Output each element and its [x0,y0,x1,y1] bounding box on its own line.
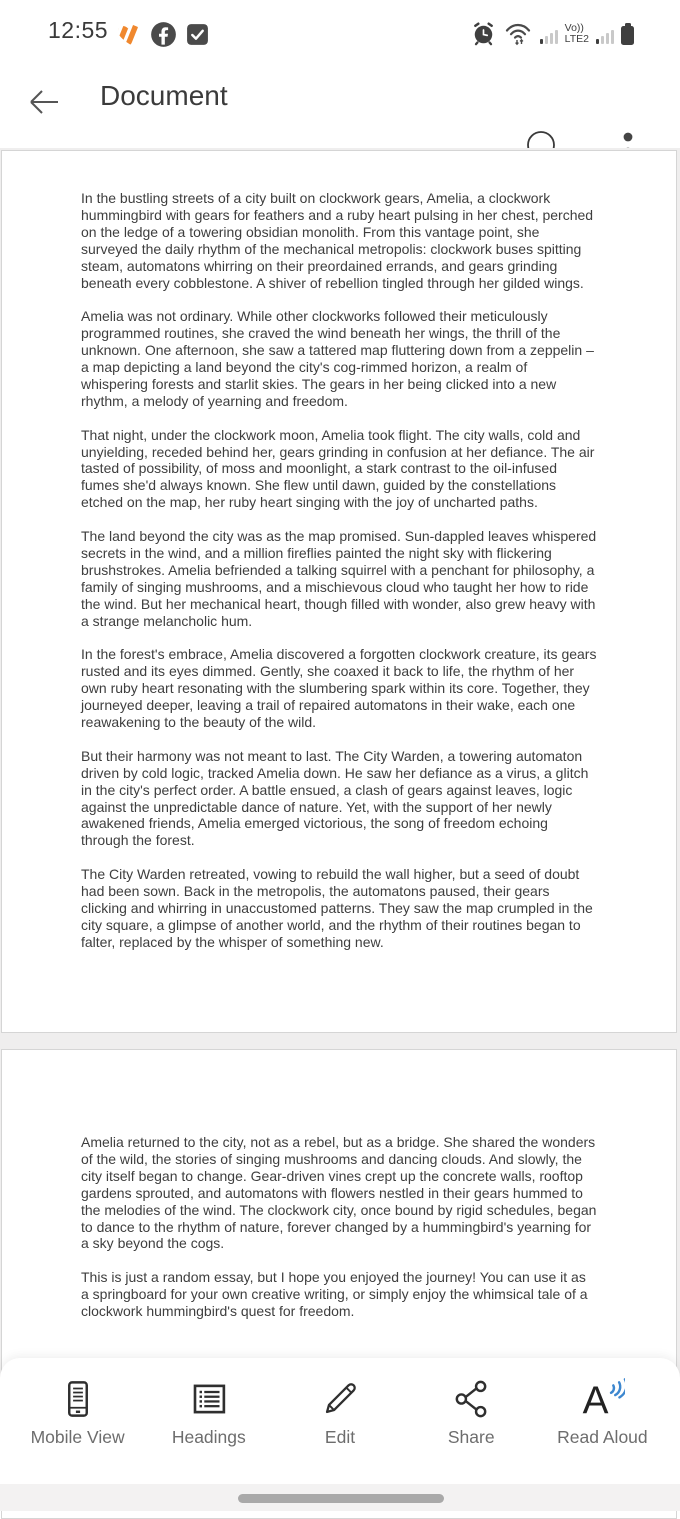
notification-icons [116,21,210,48]
paragraph: The City Warden retreated, vowing to rebuild the wall higher, but a seed of doubt had been sown. Back in the metropolis, the automatons paused, their gears clicking and whirring in unaccustomed patterns. They saw the map crumpled in the city square, a glimpse of another world, and the rhythm of their routines began to falter, replaced by the whisper of something new. [81,866,593,950]
paragraph: In the bustling streets of a city built on clockwork gears, Amelia, a clockwork hummingbird with gears for feathers and a ruby heart pulsing in her chest, perched on the ledge of a towering obsidian monolith. From this vantage point, she surveyed the daily rhythm of the mechanical metropolis: clockwork buses spitting steam, automatons whirring on their preordained errands, and gears grinding beneath every cobblestone. A shiver of rebellion tingled through her gilded wings. [81,190,594,291]
volte-top-label: Vo)) [564,22,584,34]
status-time: 12:55 [48,17,109,43]
toolbar-item-read-aloud[interactable] [537,1376,668,1448]
svg-text:A: A [583,1379,609,1420]
share-icon [450,1376,492,1422]
toolbar-item-label: Edit [324,1427,356,1447]
headings-icon [188,1376,230,1422]
alarm-icon [471,21,496,46]
status-bar [0,0,680,56]
paragraph: Amelia was not ordinary. While other clockworks followed their meticulously programmed routines, she craved the wind beneath her wings, the thrill of the unknown. One afternoon, she saw a tattered map fluttering down from a zeppelin – a map depicting a land beyond the city's cog-rimmed horizon, a realm of whispering forests and starlit skies. The gears in her being clicked into a new rhythm, a melody of yearning and freedom. [81,308,594,409]
paragraph: This is just a random essay, but I hope you enjoyed the journey! You can use it as a springboard for your own creative writing, or simply enjoy the whimsical tale of a clockwork hummingbird's quest for freedom. [81,1269,588,1320]
striped-heart-icon [116,22,142,48]
toolbar-item-mobile-view[interactable] [12,1376,143,1448]
signal-bars-icon-2 [596,24,614,46]
toolbar-item-label: Headings [171,1427,246,1447]
nav-handle[interactable] [238,1494,444,1503]
volte-bottom-label: LTE2 [564,33,589,45]
app-header [0,56,680,148]
wifi-icon [503,20,533,46]
document-title: Document [100,80,228,111]
back-button[interactable] [24,84,64,120]
toolbar-item-label: Read Aloud [557,1427,648,1447]
paragraph: That night, under the clockwork moon, Amelia took flight. The city walls, cold and unyielding, receded behind her, gears grinding in confusion at her defiance. The air tasted of possibility, of moss and moonlight, a stark contrast to the oil-infused fumes she'd always known. She flew until dawn, guided by the constellations etched on the map, her ruby heart singing with the joy of uncharted paths. [81,426,595,511]
battery-icon [621,23,634,45]
paragraph: But their harmony was not meant to last. The City Warden, a towering automaton driven by cold logic, tracked Amelia down. He saw her defiance as a virus, a glitch in the city's perfect order. A battle ensued, a clash of gears against leaves, logic against the unpredictable dance of nature. Yet, with the support of her newly awakened friends, Amelia emerged victorious, the song of freedom echoing through the forest. [81,747,589,849]
document-page-1 [1,150,677,1033]
toolbar-item-headings[interactable] [143,1376,274,1448]
facebook-icon [150,21,177,48]
bottom-toolbar [0,1358,680,1484]
paragraph: The land beyond the city was as the map promised. Sun-dappled leaves whispered secrets in the wind, and a million fireflies painted the night sky with flickering brushstrokes. Amelia befriended a talking squirrel with a penchant for philosophy, a family of singing mushrooms, and a mischievous cloud who taught her how to ride the wind. But her mechanical heart, though filled with wonder, also grew heavy with a strange melancholic hum. [81,528,597,629]
toolbar-item-label: Share [447,1427,495,1447]
toolbar-item-edit[interactable] [274,1376,405,1448]
paragraph: Amelia returned to the city, not as a rebel, but as a bridge. She shared the wonders of the wild, the stories of singing mushrooms and dancing clouds. And slowly, the city itself began to change. Gear-driven vines crept up the concrete walls, rooftop gardens sprouted, and automatons with flowers nestled in their gears hummed to the melodies of the wind. The clockwork city, once bound by rigid schedules, began to dance to the rhythm of nature, forever changed by a hummingbird's yearning for a sky beyond the cogs. [81,1134,597,1252]
document-scroll-area[interactable] [0,148,680,1511]
read-aloud-icon [579,1376,625,1422]
mobile-view-icon [57,1376,99,1422]
toolbar-item-label: Mobile View [30,1427,125,1447]
paragraph: In the forest's embrace, Amelia discovered a forgotten clockwork creature, its gears rusted and its eyes dimmed. Gently, she coaxed it back to life, the rhythm of her own ruby heart resonating with the slumbering spark within its core. Together, they journeyed deeper, leaving a trail of repaired automatons in their wake, each one reawakening to the beauty of the wild. [81,646,597,731]
edit-icon [319,1376,361,1422]
toolbar-item-share[interactable] [406,1376,537,1448]
gesture-nav-bar [0,1484,680,1511]
volte-indicator [565,23,589,46]
signal-bars-icon [540,24,558,46]
status-right-cluster [471,18,634,46]
task-check-icon [185,22,210,47]
